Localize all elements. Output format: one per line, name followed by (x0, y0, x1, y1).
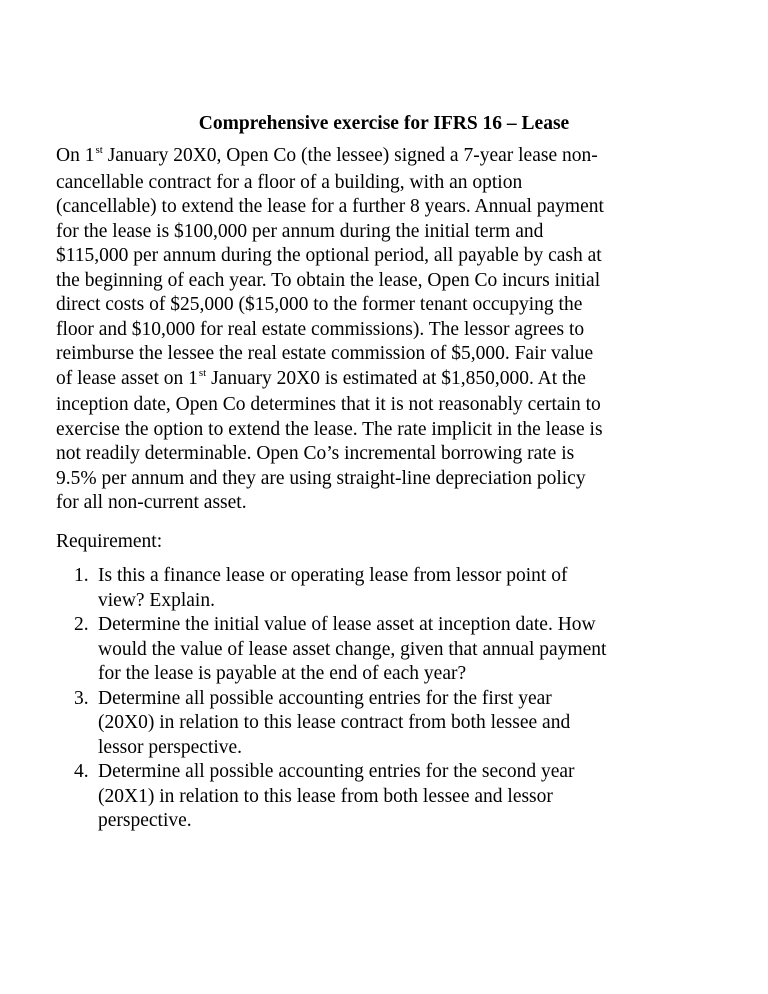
requirement-line: (20X0) in relation to this lease contract from both lessee and (98, 712, 571, 733)
requirement-heading: Requirement: (56, 531, 163, 552)
line-text: January 20X0, Open Co (the lessee) signed a 7-year lease non- (102, 145, 598, 166)
paragraph-line: floor and $10,000 for real estate commissions). The lessor agrees to (56, 318, 585, 340)
requirement-number: 3. (74, 687, 89, 709)
exercise-paragraph (56, 144, 721, 516)
line-text: January 20X0 is estimated at $1,850,000. At the (206, 367, 586, 389)
requirement-line: for the lease is payable at the end of each year? (98, 663, 467, 684)
line-text: of lease asset on 1 (56, 367, 198, 389)
paragraph-line: for all non-current asset. (56, 492, 247, 513)
requirement-line: lessor perspective. (98, 736, 243, 758)
requirement-number: 4. (74, 761, 89, 782)
paragraph-line (56, 367, 721, 394)
paragraph-line: for the lease is $100,000 per annum during the initial term and (56, 220, 544, 242)
paragraph-line: (cancellable) to extend the lease for a further 8 years. Annual payment (56, 196, 604, 217)
requirement-line: Determine the initial value of lease asset at inception date. How (98, 614, 596, 635)
paragraph-line: direct costs of $25,000 ($15,000 to the former tenant occupying the (56, 294, 583, 315)
requirement-item-1 (56, 564, 721, 613)
requirements-list (56, 564, 721, 834)
requirement-line: (20X1) in relation to this lease from both lessee and lessor (98, 785, 553, 807)
paragraph-line: inception date, Open Co determines that it is not reasonably certain to (56, 394, 601, 415)
paragraph-line: $115,000 per annum during the optional period, all payable by cash at (56, 245, 602, 266)
requirement-item-4 (56, 760, 721, 834)
requirement-item-2 (56, 613, 721, 687)
paragraph-line (56, 144, 721, 171)
ordinal-suffix: st (95, 144, 103, 156)
paragraph-line: reimburse the lessee the real estate commission of $5,000. Fair value (56, 343, 594, 364)
paragraph-line: exercise the option to extend the lease. The rate implicit in the lease is (56, 418, 603, 440)
requirement-line: view? Explain. (98, 589, 215, 611)
ordinal-suffix: st (198, 366, 207, 379)
requirement-line: Is this a finance lease or operating lease from lessor point of (98, 565, 568, 586)
requirement-line: would the value of lease asset change, given that annual payment (98, 638, 607, 660)
paragraph-line: the beginning of each year. To obtain the lease, Open Co incurs initial (56, 269, 601, 291)
paragraph-line: not readily determinable. Open Co’s incremental borrowing rate is (56, 443, 575, 464)
paragraph-line: 9.5% per annum and they are using straight-line depreciation policy (56, 467, 586, 489)
requirement-line: perspective. (98, 810, 192, 831)
line-text: On 1 (56, 145, 95, 166)
requirement-line: Determine all possible accounting entries for the second year (98, 761, 575, 782)
requirement-number: 2. (74, 614, 89, 635)
document-title: Comprehensive exercise for IFRS 16 – Lease (198, 113, 570, 134)
paragraph-line: cancellable contract for a floor of a building, with an option (56, 171, 523, 193)
requirement-item-3 (56, 687, 721, 761)
requirement-line: Determine all possible accounting entries for the first year (98, 687, 552, 709)
requirement-number: 1. (74, 565, 89, 586)
